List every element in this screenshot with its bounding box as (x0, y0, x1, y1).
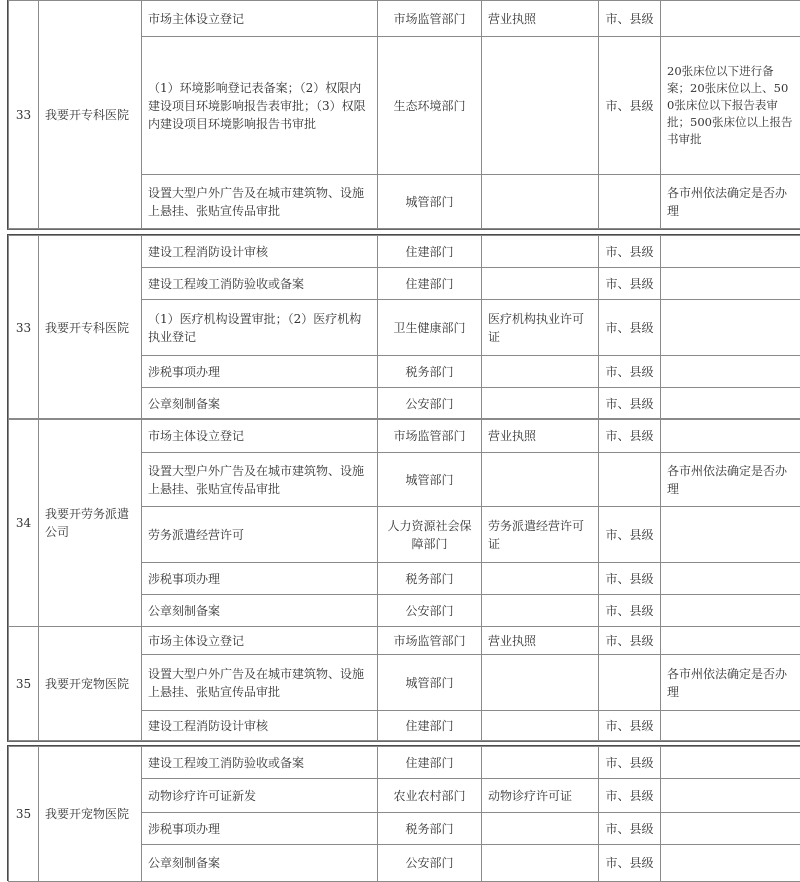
matter-item: 劳务派遣经营许可 (142, 507, 378, 563)
department: 市场监管部门 (378, 419, 482, 453)
department: 税务部门 (378, 813, 482, 845)
license (482, 236, 599, 268)
license: 营业执照 (482, 419, 599, 453)
license (482, 453, 599, 507)
department: 城管部门 (378, 655, 482, 711)
license: 营业执照 (482, 627, 599, 655)
license: 医疗机构执业许可证 (482, 300, 599, 356)
note (661, 595, 800, 627)
matter-item: 公章刻制备案 (142, 595, 378, 627)
level: 市、县级 (599, 236, 661, 268)
note: 20张床位以下进行备案；20张床位以上、500张床位以下报告表审批；500张床位以上报告书审批 (661, 37, 800, 175)
table-row (9, 627, 800, 655)
license (482, 655, 599, 711)
table-row (9, 1, 800, 37)
level: 市、县级 (599, 813, 661, 845)
business-name: 我要开劳务派遣公司 (39, 419, 142, 627)
matter-item: 涉税事项办理 (142, 356, 378, 388)
level: 市、县级 (599, 563, 661, 595)
department: 人力资源社会保障部门 (378, 507, 482, 563)
note (661, 236, 800, 268)
note (661, 1, 800, 37)
license (482, 37, 599, 175)
table-row (9, 747, 800, 779)
matters-table (8, 626, 800, 741)
note (661, 388, 800, 420)
level: 市、县级 (599, 595, 661, 627)
table-row (9, 419, 800, 453)
license (482, 356, 599, 388)
department: 公安部门 (378, 388, 482, 420)
license (482, 595, 599, 627)
department: 市场监管部门 (378, 1, 482, 37)
level: 市、县级 (599, 779, 661, 813)
level: 市、县级 (599, 37, 661, 175)
level: 市、县级 (599, 300, 661, 356)
serial-number: 35 (9, 747, 39, 882)
matter-item: 设置大型户外广告及在城市建筑物、设施上悬挂、张贴宣传品审批 (142, 453, 378, 507)
note (661, 300, 800, 356)
business-name: 我要开宠物医院 (39, 747, 142, 882)
serial-number: 35 (9, 627, 39, 741)
business-name: 我要开专科医院 (39, 236, 142, 420)
table-row (9, 236, 800, 268)
department: 公安部门 (378, 845, 482, 882)
level: 市、县级 (599, 845, 661, 882)
serial-number: 33 (9, 1, 39, 229)
note (661, 563, 800, 595)
level: 市、县级 (599, 507, 661, 563)
serial-number: 33 (9, 236, 39, 420)
matter-item: 建设工程消防设计审核 (142, 236, 378, 268)
note: 各市州依法确定是否办理 (661, 175, 800, 229)
level: 市、县级 (599, 1, 661, 37)
license: 劳务派遣经营许可证 (482, 507, 599, 563)
level: 市、县级 (599, 356, 661, 388)
department: 城管部门 (378, 453, 482, 507)
level: 市、县级 (599, 419, 661, 453)
level: 市、县级 (599, 747, 661, 779)
note (661, 779, 800, 813)
department: 住建部门 (378, 711, 482, 741)
license (482, 747, 599, 779)
matters-table (8, 0, 800, 229)
license (482, 563, 599, 595)
note (661, 268, 800, 300)
license: 动物诊疗许可证 (482, 779, 599, 813)
level: 市、县级 (599, 268, 661, 300)
department: 公安部门 (378, 595, 482, 627)
table-section-33-part1 (7, 0, 800, 230)
department: 税务部门 (378, 563, 482, 595)
license (482, 268, 599, 300)
note (661, 747, 800, 779)
matter-item: 建设工程消防设计审核 (142, 711, 378, 741)
department: 卫生健康部门 (378, 300, 482, 356)
table-section-33-part2 (7, 234, 800, 420)
table-section-35-part1 (7, 626, 800, 742)
department: 住建部门 (378, 747, 482, 779)
department: 城管部门 (378, 175, 482, 229)
matters-table (8, 235, 800, 420)
department: 生态环境部门 (378, 37, 482, 175)
note: 各市州依法确定是否办理 (661, 453, 800, 507)
note (661, 711, 800, 741)
department: 市场监管部门 (378, 627, 482, 655)
license: 营业执照 (482, 1, 599, 37)
license (482, 711, 599, 741)
level: 市、县级 (599, 388, 661, 420)
note: 各市州依法确定是否办理 (661, 655, 800, 711)
matter-item: （1）医疗机构设置审批；（2）医疗机构执业登记 (142, 300, 378, 356)
license (482, 813, 599, 845)
matter-item: 公章刻制备案 (142, 845, 378, 882)
matter-item: 动物诊疗许可证新发 (142, 779, 378, 813)
note (661, 845, 800, 882)
department: 住建部门 (378, 268, 482, 300)
level (599, 655, 661, 711)
serial-number: 34 (9, 419, 39, 627)
level: 市、县级 (599, 711, 661, 741)
license (482, 388, 599, 420)
license (482, 845, 599, 882)
note (661, 419, 800, 453)
matter-item: 公章刻制备案 (142, 388, 378, 420)
department: 税务部门 (378, 356, 482, 388)
license (482, 175, 599, 229)
table-section-34 (7, 418, 800, 627)
matter-item: 市场主体设立登记 (142, 627, 378, 655)
level (599, 453, 661, 507)
matter-item: 市场主体设立登记 (142, 419, 378, 453)
matter-item: 设置大型户外广告及在城市建筑物、设施上悬挂、张贴宣传品审批 (142, 175, 378, 229)
matter-item: 建设工程竣工消防验收或备案 (142, 268, 378, 300)
department: 住建部门 (378, 236, 482, 268)
department: 农业农村部门 (378, 779, 482, 813)
matter-item: 涉税事项办理 (142, 563, 378, 595)
matter-item: 市场主体设立登记 (142, 1, 378, 37)
note (661, 813, 800, 845)
matters-table (8, 418, 800, 627)
note (661, 507, 800, 563)
matter-item: 建设工程竣工消防验收或备案 (142, 747, 378, 779)
level (599, 175, 661, 229)
matters-table (8, 746, 800, 882)
level: 市、县级 (599, 627, 661, 655)
note (661, 627, 800, 655)
matter-item: 涉税事项办理 (142, 813, 378, 845)
matter-item: 设置大型户外广告及在城市建筑物、设施上悬挂、张贴宣传品审批 (142, 655, 378, 711)
matter-item: （1）环境影响登记表备案；（2）权限内建设项目环境影响报告表审批；（3）权限内建设项目环境影响报告书审批 (142, 37, 378, 175)
business-name: 我要开专科医院 (39, 1, 142, 229)
table-section-35-part2 (7, 745, 800, 881)
note (661, 356, 800, 388)
business-name: 我要开宠物医院 (39, 627, 142, 741)
